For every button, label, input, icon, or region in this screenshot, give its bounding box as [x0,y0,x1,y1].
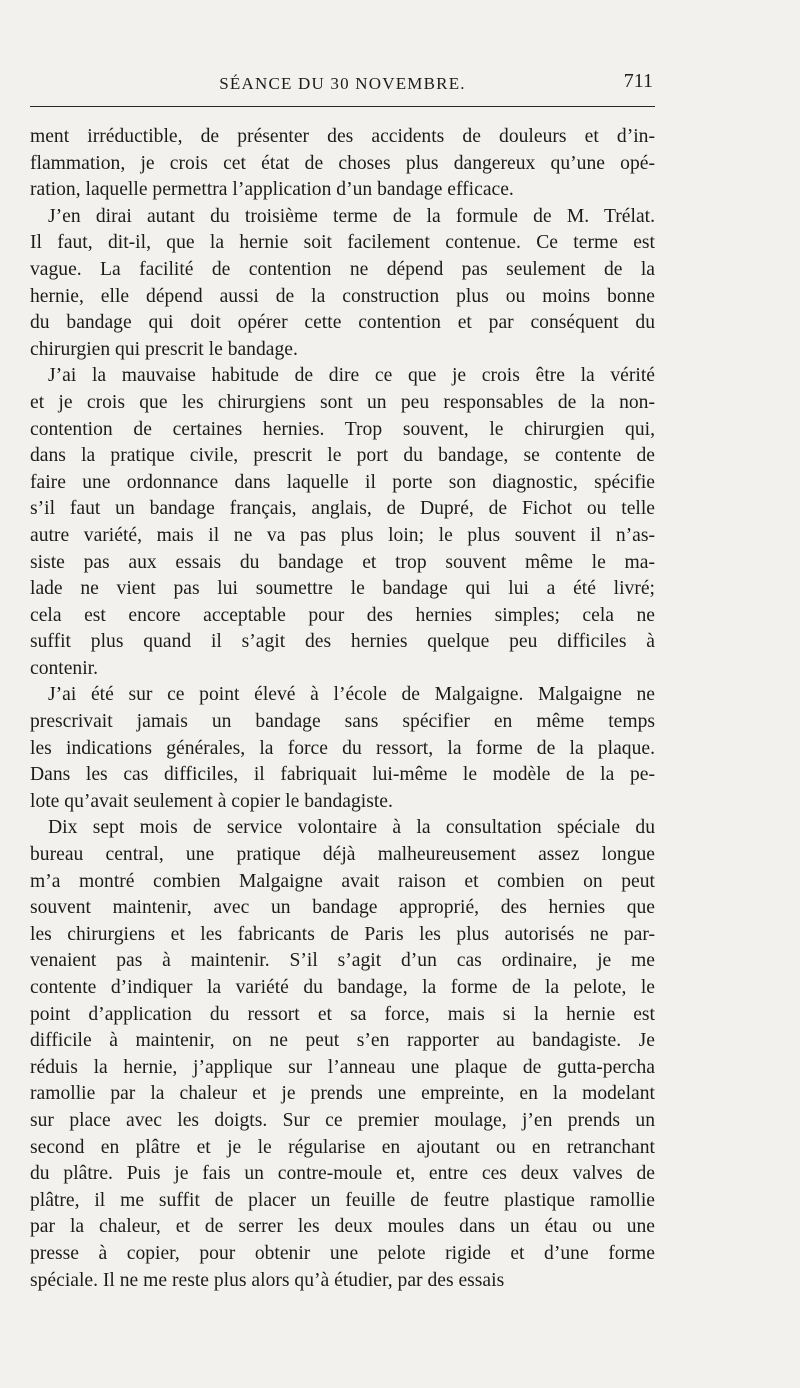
text-line: du bandage qui doit opérer cette contention et par conséquent du [30,312,655,334]
text-line: les indications générales, la force du ressort, la forme de la plaque. [30,737,655,759]
text-line: prescrivait jamais un bandage sans spécifier en même temps [30,711,655,733]
text-line: par la chaleur, et de serrer les deux moules dans un étau ou une [30,1216,655,1238]
text-line: sur place avec les doigts. Sur ce premier moulage, j’en prends un [30,1109,655,1131]
text-line: souvent maintenir, avec un bandage approprié, des hernies que [30,897,655,919]
text-line: dans la pratique civile, prescrit le port du bandage, se contente de [30,445,655,467]
text-line: du plâtre. Puis je fais un contre-moule et, entre ces deux valves de [30,1163,655,1185]
text-line: contenir. [30,657,99,679]
text-line: chirurgien qui prescrit le bandage. [30,338,298,360]
text-line: Dans les cas difficiles, il fabriquait lui-même le modèle de la pe- [30,764,655,786]
text-line: point d’application du ressort et sa force, mais si la hernie est [30,1003,655,1025]
text-line: lade ne vient pas lui soumettre le bandage qui lui a été livré; [30,578,655,600]
text-line: les chirurgiens et les fabricants de Paris les plus autorisés ne par- [30,923,655,945]
text-line: difficile à maintenir, on ne peut s’en rapporter au bandagiste. Je [30,1030,655,1052]
text-line: Dix sept mois de service volontaire à la consultation spéciale du [48,817,655,839]
running-head-title: SÉANCE DU 30 NOVEMBRE. [219,74,466,93]
text-line: spéciale. Il ne me reste plus alors qu’à étudier, par des essais [30,1269,505,1291]
text-line: contente d’indiquer la variété du bandage, la forme de la pelote, le [30,977,655,998]
text-line: cela est encore acceptable pour des hernies simples; cela ne [30,604,655,626]
text-line: contention de certaines hernies. Trop souvent, le chirurgien qui, [30,418,655,440]
text-line: second en plâtre et je le régularise en ajoutant ou en retranchant [30,1136,655,1158]
text-line: Il faut, dit-il, que la hernie soit facilement contenue. Ce terme est [30,232,655,254]
text-line: bureau central, une pratique déjà malheureusement assez longue [30,844,655,866]
text-line: m’a montré combien Malgaigne avait raison et combien on peut [30,870,655,892]
text-line: ment irréductible, de présenter des accidents de douleurs et d’in- [30,126,655,147]
text-line: siste pas aux essais du bandage et trop souvent même le ma- [30,551,655,573]
text-line: hernie, elle dépend aussi de la construction plus ou moins bonne [30,285,655,307]
body-text [30,124,655,1294]
text-line: lote qu’avait seulement à copier le bandagiste. [30,790,393,812]
text-line: et je crois que les chirurgiens sont un peu responsables de la non- [30,391,655,413]
text-line: venaient pas à maintenir. S’il s’agit d’un cas ordinaire, je me [30,950,655,972]
text-line: J’ai la mauvaise habitude de dire ce que je crois être la vérité [48,365,655,387]
text-line: ration, laquelle permettra l’application d’un bandage efficace. [30,179,514,201]
text-line: J’ai été sur ce point élevé à l’école de Malgaigne. Malgaigne ne [48,684,655,706]
text-line: s’il faut un bandage français, anglais, de Dupré, de Fichot ou telle [30,498,655,520]
text-line: suffit plus quand il s’agit des hernies quelque peu difficiles à [30,631,655,653]
text-line: plâtre, il me suffit de placer un feuille de feutre plastique ramollie [30,1189,655,1211]
text-line: ramollie par la chaleur et je prends une empreinte, en la modelant [30,1083,655,1105]
text-line: autre variété, mais il ne va pas plus loin; le plus souvent il n’as- [30,524,655,546]
page-number: 711 [623,70,653,92]
text-line: vague. La facilité de contention ne dépend pas seulement de la [30,258,655,280]
header-rule [30,106,655,107]
text-line: flammation, je crois cet état de choses plus dangereux qu’une opé- [30,152,655,174]
running-head [30,70,655,100]
text-line: faire une ordonnance dans laquelle il porte son diagnostic, spécifie [30,471,655,493]
text-line: J’en dirai autant du troisième terme de la formule de M. Trélat. [48,205,655,227]
text-line: réduis la hernie, j’applique sur l’anneau une plaque de gutta-percha [30,1056,655,1078]
text-line: presse à copier, pour obtenir une pelote rigide et d’une forme [30,1242,655,1264]
